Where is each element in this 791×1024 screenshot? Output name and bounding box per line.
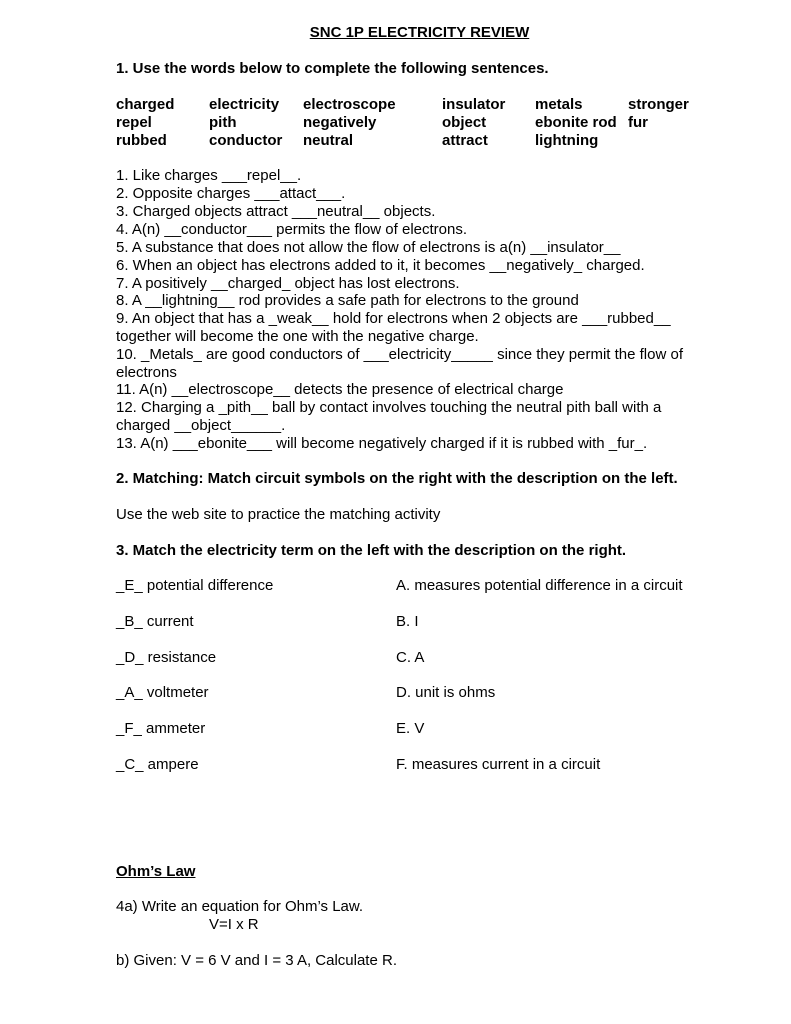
matching-description: D. unit is ohms: [396, 684, 496, 701]
question-4a: 4a) Write an equation for Ohm’s Law.: [116, 898, 364, 915]
matching-description: C. A: [396, 649, 425, 666]
sentence-line: 13. A(n) ___ebonite___ will become negatively charged if it is rubbed with _fur_.: [116, 435, 648, 452]
word-bank-word: object: [442, 114, 487, 131]
word-bank-word: fur: [628, 114, 648, 131]
word-bank-word: lightning: [535, 132, 599, 149]
matching-term: _B_ current: [116, 613, 194, 630]
word-bank-word: electricity: [209, 96, 280, 113]
sentence-line: 3. Charged objects attract ___neutral__ objects.: [116, 203, 436, 220]
ohms-law-heading: Ohm’s Law: [116, 863, 196, 880]
sentence-line: electrons: [116, 364, 177, 381]
word-bank-word: negatively: [303, 114, 377, 131]
matching-term: _D_ resistance: [116, 649, 217, 666]
sentence-line: 7. A positively __charged_ object has lost electrons.: [116, 275, 460, 292]
matching-description: B. I: [396, 613, 419, 630]
question-2-heading: 2. Matching: Match circuit symbols on the right with the description on the left.: [116, 470, 678, 487]
word-bank-word: pith: [209, 114, 237, 131]
sentence-line: 5. A substance that does not allow the flow of electrons is a(n) __insulator__: [116, 239, 621, 256]
sentence-line: 1. Like charges ___repel__.: [116, 167, 302, 184]
sentence-line: together will become the one with the negative charge.: [116, 328, 479, 345]
word-bank-word: charged: [116, 96, 175, 113]
sentence-line: 6. When an object has electrons added to it, it becomes __negatively_ charged.: [116, 257, 645, 274]
question-4b: b) Given: V = 6 V and I = 3 A, Calculate R.: [116, 952, 397, 969]
sentence-line: 2. Opposite charges ___attact___.: [116, 185, 346, 202]
word-bank-word: attract: [442, 132, 488, 149]
matching-term: _C_ ampere: [116, 756, 199, 773]
sentence-line: 8. A __lightning__ rod provides a safe path for electrons to the ground: [116, 292, 579, 309]
sentence-line: 9. An object that has a _weak__ hold for electrons when 2 objects are ___rubbed__: [116, 310, 671, 327]
word-bank-word: electroscope: [303, 96, 396, 113]
word-bank-word: neutral: [303, 132, 354, 149]
matching-term: _F_ ammeter: [116, 720, 206, 737]
sentence-line: 4. A(n) __conductor___ permits the flow of electrons.: [116, 221, 468, 238]
sentence-line: 11. A(n) __electroscope__ detects the presence of electrical charge: [116, 381, 564, 398]
question-3-heading: 3. Match the electricity term on the left with the description on the right.: [116, 542, 627, 559]
sentence-line: charged __object______.: [116, 417, 286, 434]
matching-term: _A_ voltmeter: [116, 684, 209, 701]
matching-description: E. V: [396, 720, 425, 737]
page-title: SNC 1P ELECTRICITY REVIEW: [309, 24, 530, 41]
word-bank-word: insulator: [442, 96, 506, 113]
matching-term: _E_ potential difference: [116, 577, 274, 594]
word-bank-word: ebonite rod: [535, 114, 617, 131]
question-4a-answer: V=I x R: [209, 916, 259, 933]
question-1-heading: 1. Use the words below to complete the following sentences.: [116, 60, 549, 77]
word-bank-word: repel: [116, 114, 152, 131]
sentence-line: 10. _Metals_ are good conductors of ___electricity_____ since they permit the flow of: [116, 346, 683, 363]
matching-description: F. measures current in a circuit: [396, 756, 601, 773]
word-bank-word: metals: [535, 96, 583, 113]
sentence-line: 12. Charging a _pith__ ball by contact involves touching the neutral pith ball with a: [116, 399, 662, 416]
question-2-note: Use the web site to practice the matching activity: [116, 506, 441, 523]
word-bank-word: rubbed: [116, 132, 167, 149]
word-bank-word: conductor: [209, 132, 283, 149]
word-bank-word: stronger: [628, 96, 689, 113]
matching-description: A. measures potential difference in a circuit: [396, 577, 683, 594]
